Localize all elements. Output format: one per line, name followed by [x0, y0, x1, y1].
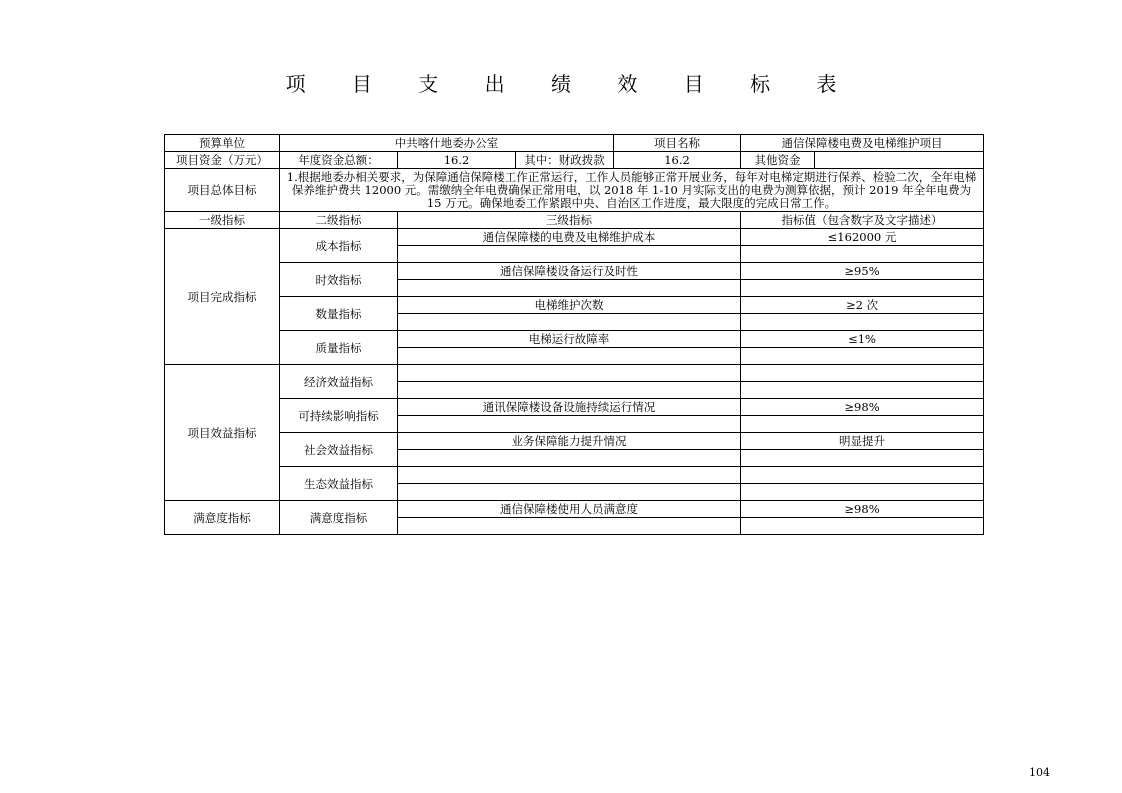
column-header-row — [165, 212, 984, 229]
empty-cell — [398, 280, 741, 297]
empty-cell — [398, 450, 741, 467]
budget-unit-value: 中共喀什地委办公室 — [280, 135, 614, 152]
empty-cell — [398, 416, 741, 433]
empty-cell — [741, 314, 984, 331]
level2-economic: 经济效益指标 — [280, 365, 398, 399]
funds-label: 项目资金（万元） — [165, 152, 280, 169]
level2-satisfaction: 满意度指标 — [280, 501, 398, 535]
level2-quality: 质量指标 — [280, 331, 398, 365]
level3-social: 业务保障能力提升情况 — [398, 433, 741, 450]
value-quality: ≤1% — [741, 331, 984, 348]
empty-cell — [398, 246, 741, 263]
goal-label: 项目总体目标 — [165, 169, 280, 212]
value-eco — [741, 467, 984, 484]
header-row-unit — [165, 135, 984, 152]
fiscal-value: 16.2 — [614, 152, 741, 169]
empty-cell — [741, 518, 984, 535]
budget-unit-label: 预算单位 — [165, 135, 280, 152]
value-economic — [741, 365, 984, 382]
empty-cell — [398, 314, 741, 331]
goal-row — [165, 169, 984, 212]
level3-satisfaction: 通信保障楼使用人员满意度 — [398, 501, 741, 518]
value-social: 明显提升 — [741, 433, 984, 450]
table-row — [165, 365, 984, 382]
empty-cell — [741, 246, 984, 263]
table-row — [165, 297, 984, 314]
other-funds-value — [815, 152, 984, 169]
level2-eco: 生态效益指标 — [280, 467, 398, 501]
empty-cell — [741, 450, 984, 467]
level2-social: 社会效益指标 — [280, 433, 398, 467]
table-row — [165, 467, 984, 484]
empty-cell — [398, 518, 741, 535]
empty-cell — [741, 348, 984, 365]
level3-quality: 电梯运行故障率 — [398, 331, 741, 348]
value-sustain: ≥98% — [741, 399, 984, 416]
table-row — [165, 331, 984, 348]
level3-eco — [398, 467, 741, 484]
empty-cell — [398, 348, 741, 365]
table-row — [165, 433, 984, 450]
col-level3-header: 三级指标 — [398, 212, 741, 229]
empty-cell — [741, 484, 984, 501]
table-row — [165, 399, 984, 416]
level3-economic — [398, 365, 741, 382]
value-quantity: ≥2 次 — [741, 297, 984, 314]
other-funds-label: 其他资金 — [741, 152, 815, 169]
value-satisfaction: ≥98% — [741, 501, 984, 518]
value-time: ≥95% — [741, 263, 984, 280]
page-number: 104 — [1029, 766, 1050, 779]
level3-cost: 通信保障楼的电费及电梯维护成本 — [398, 229, 741, 246]
group-satisfaction: 满意度指标 — [165, 501, 280, 535]
level3-sustain: 通讯保障楼设备设施持续运行情况 — [398, 399, 741, 416]
page-title: 项 目 支 出 绩 效 目 标 表 — [285, 72, 857, 96]
empty-cell — [398, 382, 741, 399]
group-completion: 项目完成指标 — [165, 229, 280, 365]
fiscal-label: 其中：财政拨款 — [516, 152, 614, 169]
annual-total-label: 年度资金总额： — [280, 152, 398, 169]
col-value-header: 指标值（包含数字及文字描述） — [741, 212, 984, 229]
empty-cell — [741, 382, 984, 399]
project-name-value: 通信保障楼电费及电梯维护项目 — [741, 135, 984, 152]
table-row — [165, 501, 984, 518]
annual-total-value: 16.2 — [398, 152, 516, 169]
level2-sustain: 可持续影响指标 — [280, 399, 398, 433]
table-row — [165, 263, 984, 280]
performance-target-table — [164, 134, 984, 535]
empty-cell — [398, 484, 741, 501]
header-row-funds — [165, 152, 984, 169]
table-row — [165, 229, 984, 246]
col-level2-header: 二级指标 — [280, 212, 398, 229]
level3-quantity: 电梯维护次数 — [398, 297, 741, 314]
value-cost: ≤162000 元 — [741, 229, 984, 246]
level3-time: 通信保障楼设备运行及时性 — [398, 263, 741, 280]
project-name-label: 项目名称 — [614, 135, 741, 152]
level2-quantity: 数量指标 — [280, 297, 398, 331]
group-benefit: 项目效益指标 — [165, 365, 280, 501]
empty-cell — [741, 280, 984, 297]
goal-text: 1.根据地委办相关要求，为保障通信保障楼工作正常运行，工作人员能够正常开展业务，每年对电梯定期进行保养、检验二次，全年电梯保养维护费共 12000 元。需缴纳全年电费确保正常用电，以 2018 年 1-10 月实际支出的电费为测算依据，预计 2019 年全年电费为 15 万元。确保地委工作紧跟中央、自治区工作进度，最大限度的完成日常工作。 — [280, 169, 984, 212]
level2-time: 时效指标 — [280, 263, 398, 297]
level2-cost: 成本指标 — [280, 229, 398, 263]
empty-cell — [741, 416, 984, 433]
col-level1-header: 一级指标 — [165, 212, 280, 229]
